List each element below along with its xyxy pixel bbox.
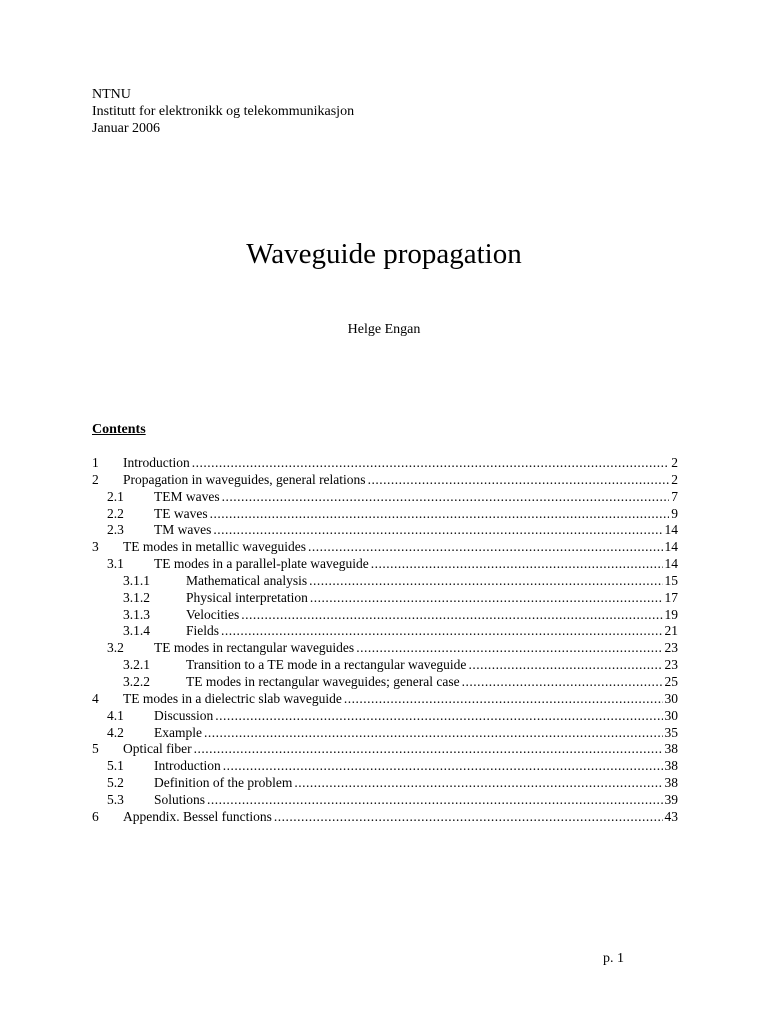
toc-entry-title: Velocities: [186, 606, 240, 622]
toc-entry-title: Fields: [186, 623, 220, 639]
toc-entry[interactable]: [92, 556, 678, 573]
toc-entry-page: 38: [664, 741, 678, 757]
toc-dot-leader: [241, 607, 662, 624]
toc-entry-title: TM waves: [154, 522, 212, 538]
document-date: Januar 2006: [92, 121, 161, 136]
document-title: Waveguide propagation: [246, 238, 522, 270]
document-author: Helge Engan: [347, 322, 421, 337]
toc-dot-leader: [462, 674, 663, 691]
toc-entry-number: 1: [92, 455, 99, 470]
toc-entry[interactable]: [92, 607, 678, 624]
toc-dot-leader: [371, 556, 663, 573]
toc-entry-page: 2: [671, 455, 678, 470]
toc-entry-number: 2.3: [107, 522, 124, 538]
toc-dot-leader: [222, 489, 670, 506]
toc-entry-page: 43: [664, 808, 678, 824]
toc-dot-leader: [309, 573, 662, 590]
toc-entry-title: Propagation in waveguides, general relations: [123, 471, 366, 487]
document-header: [92, 86, 354, 137]
toc-entry-number: 5.2: [107, 775, 124, 791]
toc-dot-leader: [223, 758, 663, 775]
toc-entry-page: 30: [664, 690, 678, 706]
toc-dot-leader: [213, 522, 662, 539]
toc-entry-title: Introduction: [123, 455, 190, 470]
toc-entry[interactable]: [92, 725, 678, 742]
toc-entry-page: 30: [664, 707, 678, 723]
toc-entry-number: 6: [92, 808, 99, 824]
toc-entry-page: 14: [664, 539, 678, 555]
toc-dot-leader: [207, 792, 662, 809]
toc-entry[interactable]: [92, 708, 678, 725]
toc-entry-title: TE waves: [154, 505, 208, 521]
toc-dot-leader: [468, 657, 662, 674]
department-name: Institutt for elektronikk og telekommunikasjon: [92, 104, 355, 119]
toc-entry-number: 5.1: [107, 758, 124, 774]
toc-entry-number: 3.2.2: [123, 673, 150, 689]
toc-dot-leader: [368, 472, 670, 489]
toc-entry-title: Physical interpretation: [186, 589, 308, 605]
toc-entry-page: 19: [664, 606, 678, 622]
toc-entry-title: TE modes in rectangular waveguides: [154, 640, 355, 656]
toc-dot-leader: [210, 506, 670, 523]
toc-entry-title: TEM waves: [154, 488, 220, 504]
toc-entry[interactable]: [92, 640, 678, 657]
toc-entry-number: 3.1: [107, 556, 124, 572]
toc-entry[interactable]: [92, 455, 678, 472]
toc-entry[interactable]: [92, 489, 678, 506]
toc-entry[interactable]: [92, 674, 678, 691]
toc-entry-title: Appendix. Bessel functions: [123, 808, 272, 824]
toc-entry-number: 2: [92, 471, 99, 487]
toc-entry-page: 23: [664, 640, 678, 656]
toc-dot-leader: [344, 691, 663, 708]
toc-entry-number: 4.1: [107, 707, 124, 723]
toc-entry[interactable]: [92, 691, 678, 708]
toc-entry-page: 15: [664, 572, 678, 588]
page-number: p. 1: [603, 951, 624, 966]
toc-entry-number: 2.2: [107, 505, 124, 521]
toc-dot-leader: [204, 725, 663, 742]
table-of-contents: [92, 455, 678, 826]
toc-entry-number: 4.2: [107, 724, 124, 740]
toc-entry-page: 9: [671, 505, 678, 521]
toc-entry-page: 7: [671, 488, 678, 504]
toc-entry-number: 3.1.4: [123, 623, 150, 639]
toc-entry[interactable]: [92, 758, 678, 775]
toc-entry-page: 39: [664, 791, 678, 807]
institution-name: NTNU: [92, 87, 131, 102]
toc-entry-page: 17: [664, 589, 678, 605]
toc-entry-page: 14: [664, 556, 678, 572]
toc-entry[interactable]: [92, 573, 678, 590]
toc-dot-leader: [192, 455, 670, 472]
toc-entry-page: 35: [664, 724, 678, 740]
toc-dot-leader: [194, 741, 663, 758]
toc-entry-number: 3: [92, 539, 99, 555]
toc-entry[interactable]: [92, 792, 678, 809]
toc-entry-number: 3.1.1: [123, 572, 150, 588]
toc-entry[interactable]: [92, 741, 678, 758]
toc-entry[interactable]: [92, 506, 678, 523]
toc-dot-leader: [215, 708, 662, 725]
toc-entry-title: Transition to a TE mode in a rectangular waveguide: [186, 657, 467, 673]
toc-entry[interactable]: [92, 623, 678, 640]
toc-dot-leader: [310, 590, 663, 607]
toc-entry-page: 38: [664, 775, 678, 791]
toc-entry-number: 5: [92, 741, 99, 757]
toc-entry[interactable]: [92, 522, 678, 539]
toc-entry[interactable]: [92, 472, 678, 489]
toc-entry-page: 25: [664, 673, 678, 689]
toc-entry-number: 3.2: [107, 640, 124, 656]
toc-entry[interactable]: [92, 809, 678, 826]
toc-entry-page: 23: [664, 657, 678, 673]
toc-dot-leader: [274, 809, 663, 826]
toc-dot-leader: [308, 539, 663, 556]
toc-entry-number: 2.1: [107, 488, 124, 504]
toc-entry-page: 2: [671, 471, 678, 487]
toc-dot-leader: [356, 640, 662, 657]
toc-entry-title: Solutions: [154, 791, 206, 807]
toc-entry-number: 4: [92, 690, 99, 706]
toc-entry-title: Example: [154, 724, 202, 740]
toc-entry-number: 5.3: [107, 791, 124, 807]
toc-entry-number: 3.1.2: [123, 589, 150, 605]
toc-entry-title: Introduction: [154, 758, 221, 774]
toc-entry-title: Mathematical analysis: [186, 572, 308, 588]
toc-entry-title: Optical fiber: [123, 741, 192, 757]
toc-entry-number: 3.2.1: [123, 657, 150, 673]
toc-entry-title: TE modes in a parallel-plate waveguide: [154, 556, 369, 572]
toc-entry-title: Discussion: [154, 707, 214, 723]
toc-entry-title: TE modes in metallic waveguides: [123, 539, 306, 555]
toc-entry[interactable]: [92, 590, 678, 607]
toc-entry[interactable]: [92, 775, 678, 792]
toc-entry-page: 14: [664, 522, 678, 538]
toc-entry[interactable]: [92, 539, 678, 556]
contents-heading: Contents: [92, 422, 146, 437]
toc-entry-page: 21: [664, 623, 678, 639]
toc-entry-number: 3.1.3: [123, 606, 150, 622]
toc-dot-leader: [221, 623, 662, 640]
toc-dot-leader: [294, 775, 662, 792]
toc-entry[interactable]: [92, 657, 678, 674]
toc-entry-title: Definition of the problem: [154, 775, 293, 791]
toc-entry-page: 38: [664, 758, 678, 774]
toc-entry-title: TE modes in rectangular waveguides; general case: [186, 673, 460, 689]
toc-entry-title: TE modes in a dielectric slab waveguide: [123, 690, 342, 706]
